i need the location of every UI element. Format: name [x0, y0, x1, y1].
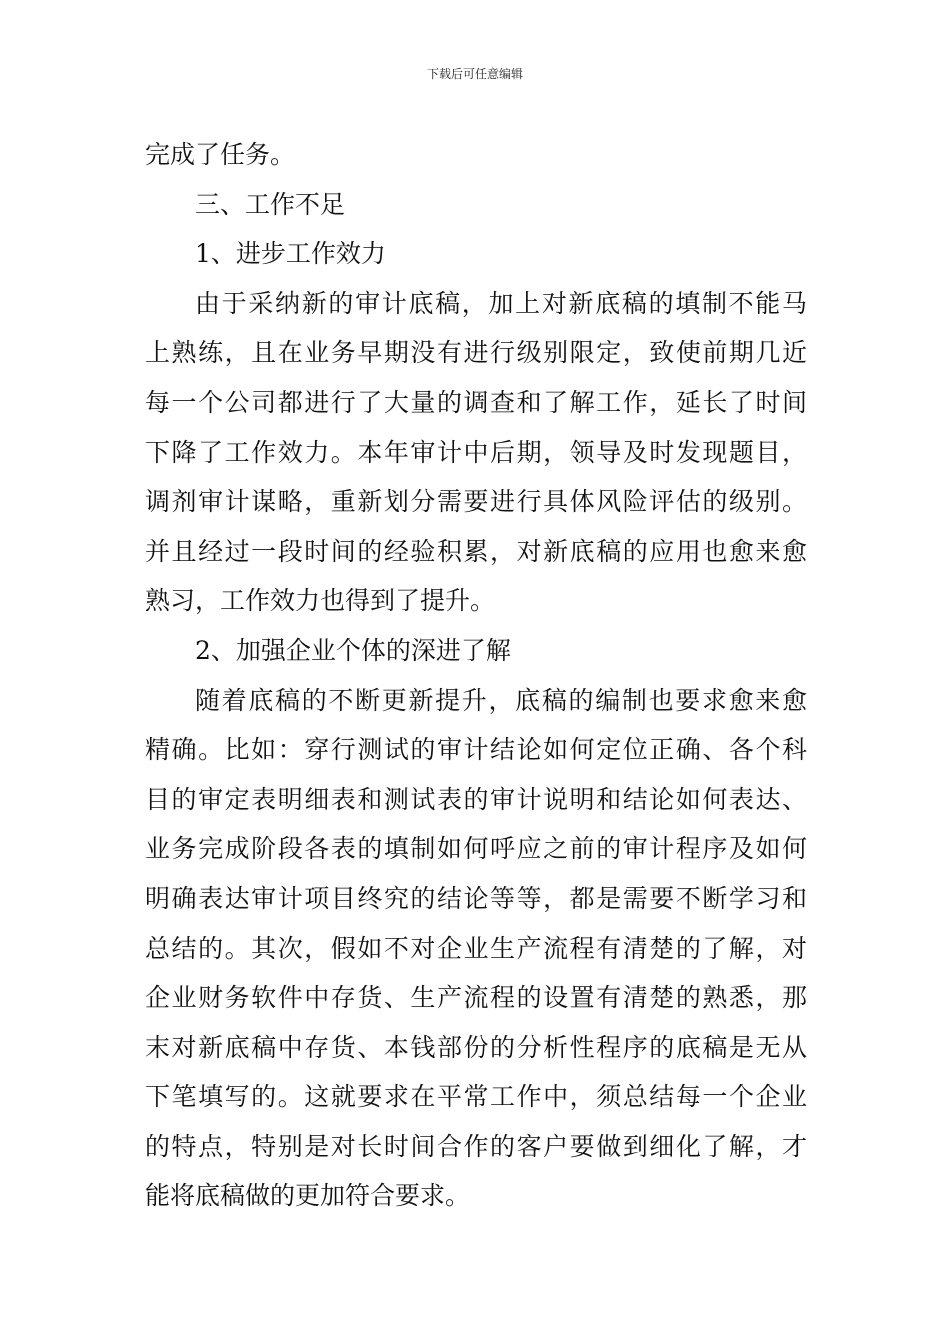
paragraph-line: 熟习，工作效力也得到了提升。 [145, 586, 496, 616]
paragraph-line: 的特点，特别是对长时间合作的客户要做到细化了解，才 [145, 1131, 807, 1161]
paragraph-line: 目的审定表明细表和测试表的审计说明和结论如何表达、 [145, 784, 807, 814]
section-heading: 三、工作不足 [195, 189, 346, 219]
paragraph-line: 下降了工作效力。本年审计中后期，领导及时发现题目， [145, 437, 807, 467]
paragraph-line: 企业财务软件中存货、生产流程的设置有清楚的熟悉，那 [145, 983, 807, 1013]
paragraph-line: 总结的。其次，假如不对企业生产流程有清楚的了解，对 [145, 933, 807, 963]
document-body [145, 130, 807, 1221]
paragraph-line: 由于采纳新的审计底稿，加上对新底稿的填制不能马 [195, 288, 807, 318]
paragraph-line: 调剂审计谋略，重新划分需要进行具体风险评估的级别。 [145, 487, 807, 517]
paragraph-line: 并且经过一段时间的经验积累，对新底稿的应用也愈来愈 [145, 536, 807, 566]
text-line: 完成了任务。 [145, 140, 296, 169]
paragraph-line: 能将底稿做的更加符合要求。 [145, 1181, 471, 1211]
page-header: 下载后可任意编辑 [426, 67, 523, 81]
paragraph-line: 业务完成阶段各表的填制如何呼应之前的审计程序及如何 [145, 834, 807, 864]
subsection-heading: 1、进步工作效力 [195, 239, 386, 269]
paragraph-line: 上熟练，且在业务早期没有进行级别限定，致使前期几近 [145, 338, 807, 368]
paragraph-line: 精确。比如：穿行测试的审计结论如何定位正确、各个科 [145, 735, 807, 765]
paragraph-line: 每一个公司都进行了大量的调查和了解工作，延长了时间 [145, 387, 807, 417]
paragraph-line: 明确表达审计项目终究的结论等等，都是需要不断学习和 [145, 883, 807, 913]
paragraph-line: 末对新底稿中存货、本钱部份的分析性程序的底稿是无从 [145, 1032, 807, 1062]
paragraph-line: 下笔填写的。这就要求在平常工作中，须总结每一个企业 [145, 1082, 807, 1112]
subsection-heading: 2、加强企业个体的深进了解 [195, 635, 511, 665]
paragraph-line: 随着底稿的不断更新提升，底稿的编制也要求愈来愈 [195, 685, 807, 715]
